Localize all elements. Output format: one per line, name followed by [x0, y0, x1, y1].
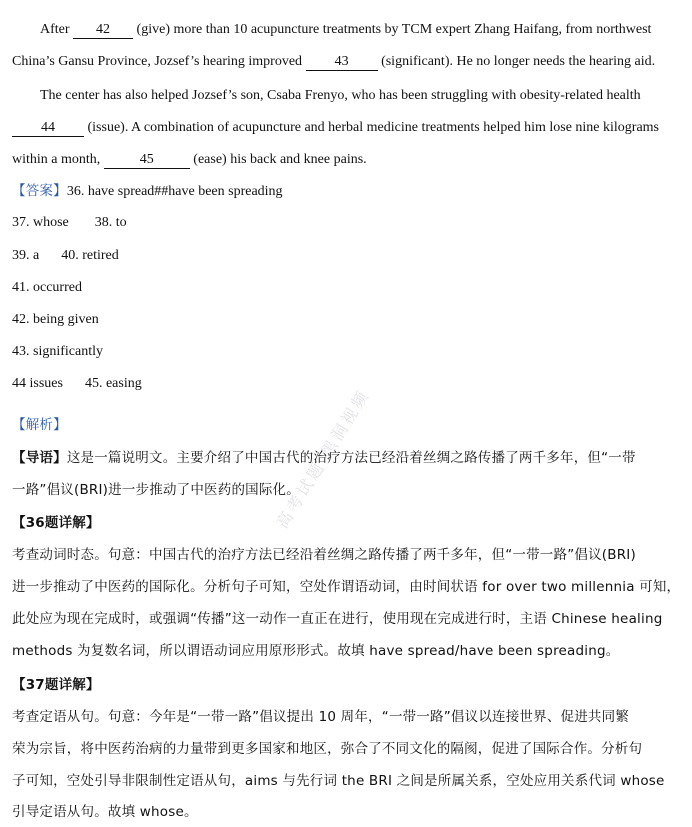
- answer-39: 39. a: [12, 248, 40, 263]
- passage-text: (issue). A combination of acupuncture and herbal medicine treatments helped him lose nine kilograms: [84, 120, 660, 135]
- answer-line-36: [12, 181, 684, 202]
- q37-heading: 【37题详解】: [12, 677, 100, 693]
- q37-line-1: 考查定语从句。句意：今年是“一带一路”倡议提出 10 周年，“一带一路”倡议以连接世界、促进共同繁: [12, 709, 630, 725]
- q36-line-3: 此处应为现在完成时，或强调“传播”这一动作一直正在进行，使用现在完成进行时，主语 Chinese healing: [12, 611, 663, 627]
- passage-line-3: The center has also helped Jozsef’s son, Csaba Frenyo, who has been struggling with obesity-related health: [40, 88, 641, 103]
- passage-line-1: [40, 20, 684, 40]
- answer-38: 38. to: [94, 215, 127, 230]
- answer-41: 41. occurred: [12, 280, 82, 295]
- answer-line-39-40: [12, 246, 684, 266]
- guide-label: 【导语】: [12, 450, 67, 466]
- guide-line-2: 一路”倡议(BRI)进一步推动了中医药的国际化。: [12, 482, 300, 498]
- q36-line-4: methods 为复数名词，所以谓语动词应用原形形式。故填 have spread/have been spreading。: [12, 643, 620, 659]
- q36-line-1: 考查动词时态。句意：中国古代的治疗方法已经沿着丝绸之路传播了两千多年，但“一带一路”倡议(BRI): [12, 547, 636, 563]
- passage-text: After: [40, 22, 74, 37]
- answer-42: 42. being given: [12, 312, 99, 327]
- q36-line-2: 进一步推动了中医药的国际化。分析句子可知，空处作谓语动词，由时间状语 for over two millennia 可知，: [12, 579, 681, 595]
- answer-line-44-45: [12, 374, 684, 394]
- q37-line-4: 引导定语从句。故填 whose。: [12, 804, 198, 820]
- blank-44: 44: [12, 120, 84, 137]
- passage-line-5: [12, 150, 684, 170]
- guide-line-1: [12, 448, 684, 468]
- passage-text: within a month,: [12, 152, 104, 167]
- q37-line-3: 子可知，空处引导非限制性定语从句，aims 与先行词 the BRI 之间是所属关系，空处应用关系代词 whose: [12, 773, 665, 789]
- guide-text: 这是一篇说明文。主要介绍了中国古代的治疗方法已经沿着丝绸之路传播了两千多年，但“一带: [66, 450, 636, 466]
- answer-43: 43. significantly: [12, 344, 103, 359]
- answer-37: 37. whose: [12, 215, 69, 230]
- blank-42: 42: [73, 22, 133, 39]
- answer-label: 【答案】: [12, 183, 67, 199]
- passage-text: (ease) his back and knee pains.: [189, 152, 367, 167]
- watermark: 高考试题 黑洞视频: [272, 385, 374, 532]
- q37-line-2: 荣为宗旨，将中医药治病的力量带到更多国家和地区，弥合了不同文化的隔阂，促进了国际合作。分析句: [12, 741, 643, 757]
- passage-line-2: [12, 52, 684, 72]
- passage-text: (give) more than 10 acupuncture treatments by TCM expert Zhang Haifang, from northwest: [133, 22, 652, 37]
- answer-line-37-38: [12, 213, 684, 233]
- answer-36: 36. have spread##have been spreading: [66, 184, 283, 199]
- q36-heading: 【36题详解】: [12, 515, 100, 531]
- answer-40: 40. retired: [61, 248, 119, 263]
- blank-45: 45: [104, 152, 190, 169]
- answer-44: 44 issues: [12, 376, 63, 391]
- analysis-label: 【解析】: [12, 417, 67, 433]
- answer-45: 45. easing: [84, 376, 142, 391]
- passage-line-4: [12, 118, 684, 138]
- passage-text: China’s Gansu Province, Jozsef’s hearing improved: [12, 54, 306, 69]
- passage-text: (significant). He no longer needs the hearing aid.: [377, 54, 656, 69]
- blank-43: 43: [306, 54, 378, 71]
